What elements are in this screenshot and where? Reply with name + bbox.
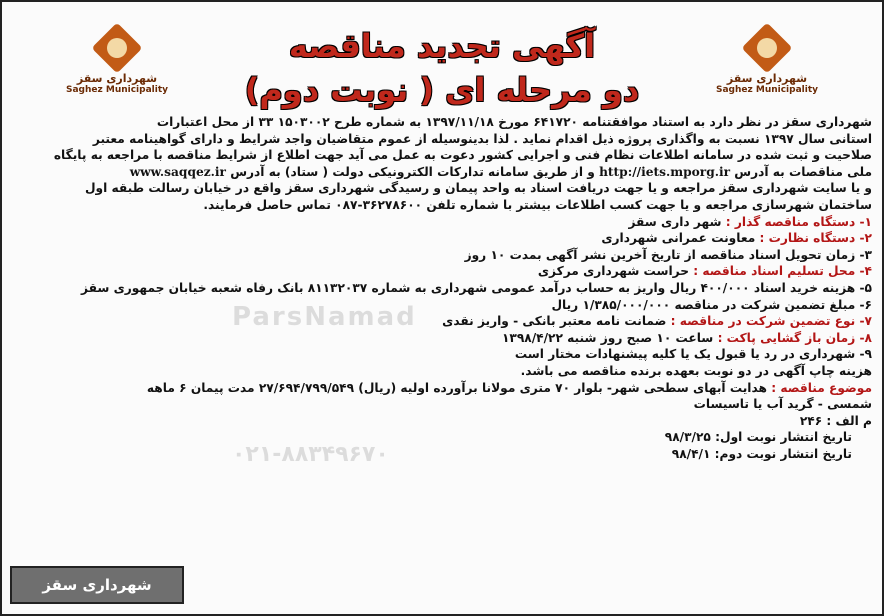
item-label: ۴- محل تسلیم اسناد مناقصه :	[693, 264, 872, 279]
item-value: ۶- مبلغ تضمین شرکت در مناقصه ۱/۳۸۵/۰۰۰/۰۰۰ ریال	[551, 297, 872, 312]
item-value: ۳- زمان تحویل اسناد مناقصه از تاریخ آخرین نشر آگهی بمدت ۱۰ روز	[464, 247, 872, 262]
item-value: ۹- شهرداری در رد یا قبول یک یا کلیه پیشنهادات مختار است	[514, 347, 872, 362]
item-label: ۷- نوع تضمین شرکت در مناقصه :	[670, 314, 872, 329]
item-value: ۵- هزینه خرید اسناد ۴۰۰/۰۰۰ ریال واریز به حساب درآمد عمومی شهرداری به شماره ۸۱۱۳۲۰۳۷ بانک رفاه شعبه خیابان جمهوری سقز	[80, 280, 872, 295]
tender-topic	[12, 380, 872, 397]
second-publish-date: تاریخ انتشار نوبت دوم: ۹۸/۴/۱	[671, 446, 852, 461]
topic-label: موضوع مناقصه :	[771, 380, 872, 395]
watermark-brand: ParsNamad	[232, 302, 417, 332]
item-value: شهر داری سقز	[628, 214, 722, 229]
item-value: ساعت ۱۰ صبح روز شنبه ۱۳۹۸/۴/۲۲	[501, 330, 714, 345]
title-line-2: دو مرحله ای ( نوبت دوم)	[244, 71, 640, 109]
intro-line-urls	[12, 164, 872, 181]
item-label: ۸- زمان باز گشایی پاکت :	[717, 330, 872, 345]
item-value: معاونت عمرانی شهرداری	[601, 231, 756, 246]
intro-text: ملی مناقصات به آدرس	[734, 164, 872, 179]
intro-line: ساختمان شهرسازی مراجعه و یا جهت کسب اطلاعات بیشتر با شماره تلفن ۳۶۲۷۸۶۰۰-۰۸۷ تماس حاصل فرمایند.	[203, 197, 872, 212]
list-item	[12, 214, 872, 231]
notice-title	[2, 24, 882, 112]
item-value: هزینه چاپ آگهی در دو نوبت بعهده برنده مناقصه می باشد.	[520, 363, 872, 378]
list-item	[12, 247, 872, 264]
list-item	[12, 230, 872, 247]
title-line-1: آگهی تجدید مناقصه	[288, 27, 596, 65]
footer-signature: شهرداری سقز	[10, 566, 184, 604]
list-item	[12, 330, 872, 347]
list-item	[12, 363, 872, 380]
item-label: ۲- دستگاه نظارت :	[759, 231, 872, 246]
list-item	[12, 346, 872, 363]
first-publish-date: تاریخ انتشار نوبت اول: ۹۸/۳/۲۵	[664, 430, 852, 445]
topic-value: هدایت آبهای سطحی شهر- بلوار ۷۰ متری مولانا برآورده اولیه (ریال) ۲۷/۶۹۴/۷۹۹/۵۴۹ مدت پیمان ۶ ماهه	[146, 380, 767, 395]
list-item	[12, 297, 872, 314]
item-label: ۱- دستگاه مناقصه گذار :	[725, 214, 872, 229]
logo-name-en: Saghez Municipality	[65, 85, 168, 95]
logo-name-fa: شهرداری سقز	[76, 72, 158, 85]
logo-name-en: Saghez Municipality	[715, 85, 818, 95]
list-item	[12, 313, 872, 330]
intro-line: صلاحیت و ثبت شده در سامانه اطلاعات نظام فنی و اجرایی کشور دعوت به عمل می آید جهت اطلاع از شرایط مناقصه با مراجعه به پایگاه	[53, 148, 872, 163]
iets-link[interactable]: http://iets.mporg.ir	[599, 164, 731, 179]
list-item	[12, 280, 872, 297]
logo-name-fa: شهرداری سقز	[726, 72, 808, 85]
notice-body	[12, 114, 872, 462]
item-value: حراست شهرداری مرکزی	[537, 264, 689, 279]
intro-line: شهرداری سقز در نظر دارد به استناد موافقتنامه ۶۴۱۷۲۰ مورخ ۱۳۹۷/۱۱/۱۸ به شماره طرح ۱۵۰۳۰۰۲ ۳۳ از محل اعتبارات	[156, 115, 872, 129]
topic-line-2: شمسی - گرید آب یا تاسیسات	[693, 397, 872, 412]
saqqez-link[interactable]: www.saqqez.ir	[129, 164, 226, 179]
intro-line: استانی سال ۱۳۹۷ نسبت به واگذاری پروژه ذیل اقدام نماید . لذا بدینوسیله از عموم متقاضیان واجد شرایط و دارای گواهینامه معتبر	[92, 131, 872, 146]
ad-code: م الف : ۲۴۶	[799, 413, 872, 428]
item-value: ضمانت نامه معتبر بانکی - واریز نقدی	[442, 314, 667, 329]
intro-text: و از طریق سامانه تدارکات الکترونیکی دولت ( ستاد) به آدرس	[230, 164, 595, 179]
list-item	[12, 263, 872, 280]
watermark-phone: ۰۲۱-۸۸۳۴۹۶۷۰	[232, 442, 389, 467]
intro-line: و یا سایت شهرداری سقز مراجعه و یا جهت دریافت اسناد به واحد پیمان و رسیدگی شهرداری سقز واقع در خیابان رسالت طبقه اول	[84, 181, 872, 196]
intro-paragraph	[12, 114, 872, 214]
